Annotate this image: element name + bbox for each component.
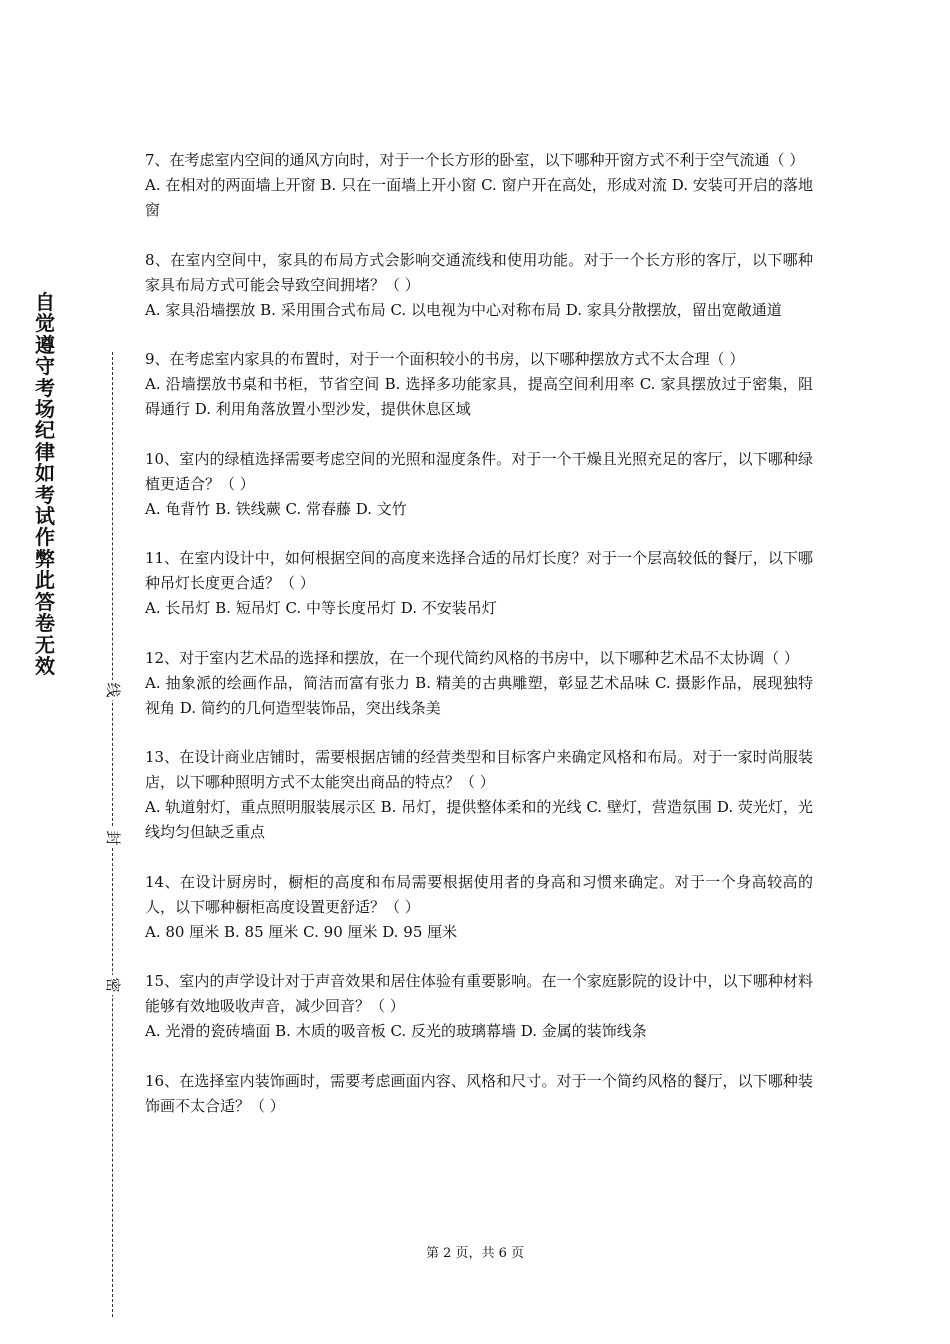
question-9 (145, 347, 813, 422)
question-11 (145, 546, 813, 621)
question-8 (145, 248, 813, 323)
question-14 (145, 870, 813, 945)
question-12 (145, 646, 813, 721)
question-options: A. 龟背竹 B. 铁线蕨 C. 常春藤 D. 文竹 (145, 499, 407, 518)
page-footer: 第 2 页，共 6 页 (425, 1246, 525, 1261)
question-stem: 11、在室内设计中，如何根据空间的高度来选择合适的吊灯长度？对于一个层高较低的餐厅，以下哪种吊灯长度更合适？（ ） (145, 549, 813, 592)
question-16 (145, 1069, 813, 1119)
question-stem: 14、在设计厨房时，橱柜的高度和布局需要根据使用者的身高和习惯来确定。对于一个身高较高的人，以下哪种橱柜高度设置更舒适？（ ） (145, 872, 813, 916)
question-options: A. 沿墙摆放书桌和书柜，节省空间 B. 选择多功能家具，提高空间利用率 C. 家具摆放过于密集，阻碍通行 D. 利用角落放置小型沙发，提供休息区域 (145, 375, 813, 418)
question-10 (145, 447, 813, 522)
binding-mark-secret: 密 (104, 975, 122, 995)
question-stem: 10、室内的绿植选择需要考虑空间的光照和湿度条件。对于一个干燥且光照充足的客厅，以下哪种绿植更适合？（ ） (145, 449, 813, 493)
binding-mark-seal: 封 (104, 828, 122, 848)
question-options: A. 长吊灯 B. 短吊灯 C. 中等长度吊灯 D. 不安装吊灯 (145, 599, 497, 617)
question-options: A. 轨道射灯，重点照明服装展示区 B. 吊灯，提供整体柔和的光线 C. 壁灯，营造氛围 D. 荧光灯，光线均匀但缺乏重点 (145, 798, 813, 841)
question-options: A. 抽象派的绘画作品，简洁而富有张力 B. 精美的古典雕塑，彰显艺术品味 C. 摄影作品，展现独特视角 D. 简约的几何造型装饰品，突出线条美 (145, 673, 813, 717)
question-stem: 7、在考虑室内空间的通风方向时，对于一个长方形的卧室，以下哪种开窗方式不利于空气流通（ ） (145, 151, 805, 169)
question-stem: 16、在选择室内装饰画时，需要考虑画面内容、风格和尺寸。对于一个简约风格的餐厅，以下哪种装饰画不太合适？（ ） (145, 1071, 813, 1115)
question-stem: 12、对于室内艺术品的选择和摆放，在一个现代简约风格的书房中，以下哪种艺术品不太协调（ ） (145, 648, 799, 667)
question-options: A. 80 厘米 B. 85 厘米 C. 90 厘米 D. 95 厘米 (145, 922, 458, 941)
question-stem: 13、在设计商业店铺时，需要根据店铺的经营类型和目标客户来确定风格和布局。对于一家时尚服装店，以下哪种照明方式不太能突出商品的特点？（ ） (145, 748, 813, 791)
question-options: A. 光滑的瓷砖墙面 B. 木质的吸音板 C. 反光的玻璃幕墙 D. 金属的装饰线条 (145, 1022, 647, 1040)
question-stem: 9、在考虑室内家具的布置时，对于一个面积较小的书房，以下哪种摆放方式不太合理（ ） (145, 350, 745, 368)
question-options: A. 家具沿墙摆放 B. 采用围合式布局 C. 以电视为中心对称布局 D. 家具分散摆放，留出宽敞通道 (145, 300, 782, 319)
question-13 (145, 745, 813, 845)
binding-mark-line: 线 (104, 680, 122, 700)
exam-discipline-warning: 自觉遵守考场纪律如考试作弊此答卷无效 (35, 290, 55, 678)
question-options: A. 在相对的两面墙上开窗 B. 只在一面墙上开小窗 C. 窗户开在高处，形成对流 D. 安装可开启的落地窗 (145, 176, 813, 219)
question-stem: 8、在室内空间中，家具的布局方式会影响交通流线和使用功能。对于一个长方形的客厅，以下哪种家具布局方式可能会导致空间拥堵？（ ） (145, 250, 813, 294)
question-7 (145, 148, 813, 223)
question-15 (145, 969, 813, 1044)
question-list (145, 148, 813, 1143)
question-stem: 15、室内的声学设计对于声音效果和居住体验有重要影响。在一个家庭影院的设计中，以下哪种材料能够有效地吸收声音，减少回音？（ ） (145, 972, 813, 1015)
